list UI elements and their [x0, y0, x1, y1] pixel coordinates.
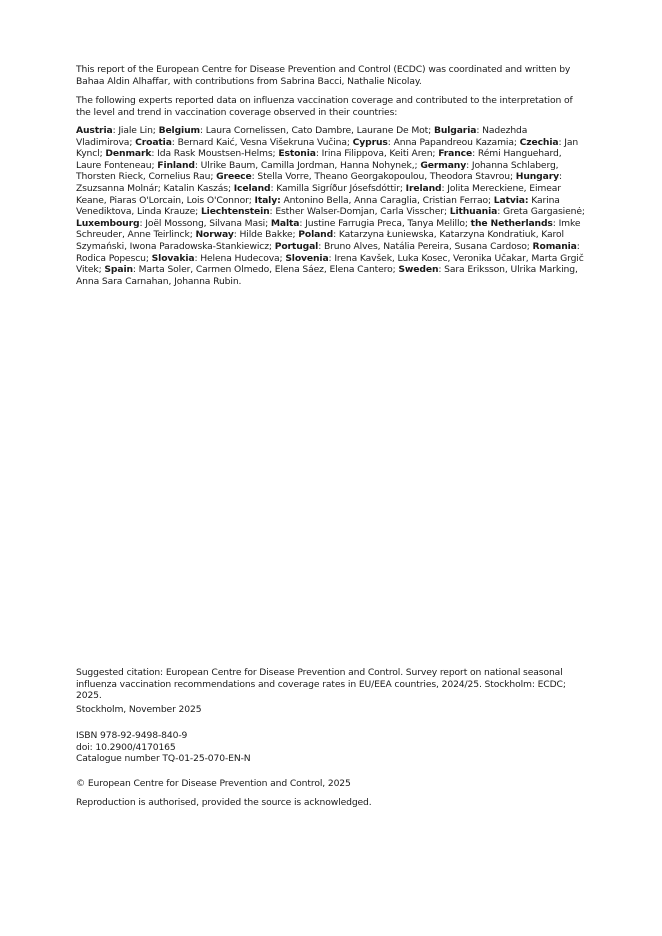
contributor-entry: Greece: Stella Vorre, Theano Georgakopoulou, Theodora Stavrou — [216, 171, 510, 183]
contributor-names: Irina Filippova, Keiti Aren — [321, 148, 433, 160]
intro-text: This report of the European Centre for Disease Prevention and Control (ECDC) was coordinated and written by Bahaa Aldin Alhaffar, with contributions from Sabrina Bacci, Nathalie Nicolay. — [76, 64, 571, 87]
contributor-entry: Denmark: Ida Rask Moustsen-Helms — [105, 148, 273, 160]
contributor-names: Anna Papandreou Kazamia — [393, 136, 514, 148]
contributor-country: Malta — [270, 217, 300, 229]
contributor-country: Czechia — [519, 136, 559, 148]
contributor-names: Rodica Popescu — [76, 252, 146, 264]
contributor-country: Bulgaria — [433, 125, 477, 136]
contributor-country: Croatia — [135, 136, 172, 148]
contributor-country: Germany — [420, 159, 467, 171]
contributor-names: Ida Rask Moustsen-Helms — [157, 148, 273, 160]
contributor-entry: Ireland: Jolita Mereckiene, Eimear Keane, Piaras O'Lorcain, Lois O'Connor — [76, 182, 561, 206]
contributor-country: Sweden — [398, 264, 439, 276]
contributor-country: Luxembourg — [76, 217, 140, 229]
contributor-country: Iceland — [233, 182, 271, 194]
contributor-names: Bruno Alves, Natália Pereira, Susana Cardoso — [323, 240, 527, 252]
contributor-country: Norway — [195, 229, 234, 241]
doi: doi: 10.2900/4170165 — [76, 741, 176, 753]
contributor-country: Slovakia — [151, 252, 195, 264]
contributor-entry: Hungary: Zsuzsanna Molnár; Katalin Kaszás — [76, 171, 562, 194]
copyright-text: © European Centre for Disease Prevention and Control, 2025 — [76, 778, 351, 789]
copyright — [76, 778, 586, 790]
contributor-names: Marta Soler, Carmen Olmedo, Elena Sáez, Elena Cantero — [138, 264, 393, 276]
contributor-country: Poland — [298, 229, 334, 241]
contributor-country: Lithuania — [449, 206, 498, 218]
contributor-names: Laura Cornelissen, Cato Dambre, Laurane De Mot — [205, 125, 429, 136]
contributor-entry: Liechtenstein: Esther Walser-Domjan, Carla Visscher — [200, 206, 444, 218]
contributor-names: Kamilla Sigríður Jósefsdóttir — [276, 182, 400, 194]
experts-intro-paragraph — [76, 95, 586, 118]
contributor-entry: Bulgaria: Nadezhda Vladimirova — [76, 125, 528, 148]
contributor-country: Belgium — [158, 125, 200, 136]
contributor-names: Karina Venediktova, Linda Krauze — [76, 194, 560, 218]
isbn: ISBN 978-92-9498-840-9 — [76, 730, 188, 741]
contributor-country: Denmark — [105, 148, 152, 160]
contributor-names: Antonino Bella, Anna Caraglia, Cristian Ferrao — [283, 194, 489, 206]
contributor-names: Bernard Kaić, Vesna Višekruna Vučina — [177, 136, 347, 148]
contributor-entry: Germany: Johanna Schlaberg, Thorsten Rieck, Cornelius Rau — [76, 159, 559, 183]
contributor-names: Katarzyna Łuniewska, Katarzyna Kondratiuk, Karol Szymański, Iwona Paradowska-Stankiewicz — [76, 229, 564, 252]
citation-text: Suggested citation: European Centre for Disease Prevention and Control. Survey report on national seasonal influenza vaccination recommendations and coverage rates in EU/EEA countries, 2024/25. Stockholm: ECDC; 2025. — [76, 667, 566, 702]
contributor-entry: Estonia: Irina Filippova, Keiti Aren — [278, 148, 433, 160]
contributor-names: Jan Kyncl — [76, 136, 579, 160]
contributor-names: Sara Eriksson, Ulrika Marking, Anna Sara Carnahan, Johanna Rubin. — [76, 264, 578, 287]
contributor-country: Latvia: — [493, 194, 529, 206]
contributor-entry: Czechia: Jan Kyncl — [76, 136, 579, 160]
contributor-names: Jiale Lin — [118, 125, 153, 136]
reproduction-text: Reproduction is authorised, provided the source is acknowledged. — [76, 797, 372, 808]
contributor-names: Rémi Hanguehard, Laure Fonteneau — [76, 148, 562, 171]
contributor-entry: Spain: Marta Soler, Carmen Olmedo, Elena Sáez, Elena Cantero — [104, 264, 393, 276]
contributor-country: France — [438, 148, 473, 160]
contributor-names: Esther Walser-Domjan, Carla Visscher — [275, 206, 444, 218]
contributor-entry: France: Rémi Hanguehard, Laure Fonteneau — [76, 148, 562, 171]
contributor-country: Portugal — [274, 240, 319, 252]
contributor-entry: Lithuania: Greta Gargasienė — [449, 206, 582, 218]
contributor-country: Finland — [157, 159, 195, 171]
citation-paragraph — [76, 667, 586, 702]
place-date-text: Stockholm, November 2025 — [76, 704, 202, 715]
contributor-entry: Cyprus: Anna Papandreou Kazamia — [352, 136, 514, 148]
contributors-paragraph — [76, 125, 586, 287]
contributor-entry: Malta: Justine Farrugia Preca, Tanya Melillo — [270, 217, 465, 229]
contributor-names: Justine Farrugia Preca, Tanya Melillo — [305, 217, 465, 229]
contributor-country: Liechtenstein — [200, 206, 270, 218]
contributor-country: Hungary — [515, 171, 559, 183]
contributor-entry: the Netherlands: Imke Schreuder, Anne Teirlinck — [76, 217, 581, 241]
contributor-entry: Norway: Hilde Bakke — [195, 229, 293, 241]
contributor-country: Ireland — [405, 182, 442, 194]
contributor-names: Johanna Schlaberg, Thorsten Rieck, Cornelius Rau — [76, 159, 559, 183]
publication-identifiers — [76, 730, 586, 765]
contributor-names: Zsuzsanna Molnár; Katalin Kaszás — [76, 182, 228, 194]
reproduction-notice — [76, 797, 586, 809]
contributor-entry — [255, 195, 489, 206]
contributor-country: Cyprus — [352, 136, 388, 148]
contributor-names: Irena Kavšek, Luka Kosec, Veronika Učakar, Marta Grgič Vitek — [76, 252, 584, 276]
contributor-country: Estonia — [278, 148, 316, 160]
contributor-names: Stella Vorre, Theano Georgakopoulou, Theodora Stavrou — [257, 171, 510, 183]
contributor-entry: Sweden: Sara Eriksson, Ulrika Marking, Anna Sara Carnahan, Johanna Rubin. — [76, 264, 578, 287]
contributor-entry: Luxembourg: Joël Mossong, Silvana Masi — [76, 217, 266, 229]
contributor-entry: Poland: Katarzyna Łuniewska, Katarzyna Kondratiuk, Karol Szymański, Iwona Paradowska-Stankiewicz — [76, 229, 564, 252]
contributor-entry: Slovakia: Helena Hudecova — [151, 252, 280, 264]
contributor-entry: Croatia: Bernard Kaić, Vesna Višekruna Vučina — [135, 136, 347, 148]
contributor-entry: Finland: Ulrike Baum, Camilla Jordman, Hanna Nohynek, — [157, 159, 415, 171]
contributor-country: Slovenia — [285, 252, 329, 264]
contributor-names: Hilde Bakke — [239, 229, 293, 241]
contributor-country: Austria — [76, 125, 113, 136]
contributor-entry: Slovenia: Irena Kavšek, Luka Kosec, Veronika Učakar, Marta Grgič Vitek — [76, 252, 584, 276]
contributor-entry: Iceland: Kamilla Sigríður Jósefsdóttir — [233, 182, 400, 194]
catalogue-number: Catalogue number TQ-01-25-070-EN-N — [76, 753, 251, 765]
intro-paragraph — [76, 64, 586, 87]
contributors-list: Austria: Jiale Lin; Belgium: Laura Cornelissen, Cato Dambre, Laurane De Mot; Bulgaria: Nadezhda Vladimirova; Croatia: Bernard Kaić, Vesna Višekruna Vučina; Cyprus: Anna Papandreou Kazamia; Czechia: Jan Kyncl; Denmark: Ida Rask Moustsen-Helms; Estonia: Irina Filippova, Keiti Aren; France: Rémi Hanguehard, Laure Fonteneau; Finland: Ulrike Baum, Camilla Jordman, Hanna Nohynek,; Germany: Johanna Schlaberg, Thorsten Rieck, Cornelius Rau; Greece: Stella Vorre, Theano Georgakopoulou, Theodora Stavrou; Hungary: Zsuzsanna Molnár; Katalin Kaszás; Iceland: Kamilla Sigríður Jósefsdóttir; Ireland: Jolita Mereckiene, Eimear Keane, Piaras O'Lorcain, Lois O'Connor; Italy: Antonino Bella, Anna Caraglia, Cristian Ferrao; Latvia: Karina Venediktova, Linda Krauze; Liechtenstein: Esther Walser-Domjan, Carla Visscher; Lithuania: Greta Gargasienė; Luxembourg: Joël Mossong, Silvana Masi; Malta: Justine Farrugia Preca, Tanya Melillo; the Netherlands: Imke Schreuder, Anne Teirlinck; Norway: Hilde Bakke; Poland: Katarzyna Łuniewska, Katarzyna Kondratiuk, Karol Szymański, Iwona Paradowska-Stankiewicz; Portugal: Bruno Alves, Natália Pereira, Susana Cardoso; Romania: Rodica Popescu; Slovakia: Helena Hudecova; Slovenia: Irena Kavšek, Luka Kosec, Veronika Učakar, Marta Grgič Vitek; Spain: Marta Soler, Carmen Olmedo, Elena Sáez, Elena Cantero; Sweden: Sara Eriksson, Ulrika Marking, Anna Sara Carnahan, Johanna Rubin. — [76, 125, 585, 287]
contributor-entry: Belgium: Laura Cornelissen, Cato Dambre, Laurane De Mot — [158, 125, 429, 136]
contributor-names: Joël Mossong, Silvana Masi — [145, 217, 266, 229]
contributor-country: Greece — [216, 171, 252, 183]
contributor-entry: Romania: Rodica Popescu — [76, 240, 580, 264]
experts-intro-text: The following experts reported data on influenza vaccination coverage and contributed to the interpretation of the level and trend in vaccination coverage observed in their countries: — [76, 95, 573, 118]
contributor-country: the Netherlands — [470, 217, 553, 229]
contributor-names: Greta Gargasienė — [503, 206, 582, 218]
contributor-names: Imke Schreuder, Anne Teirlinck — [76, 217, 581, 241]
contributor-names: Nadezhda Vladimirova — [76, 125, 528, 148]
place-date — [76, 704, 586, 716]
contributor-names: Jolita Mereckiene, Eimear Keane, Piaras O'Lorcain, Lois O'Connor — [76, 182, 561, 206]
contributor-entry: Portugal: Bruno Alves, Natália Pereira, Susana Cardoso — [274, 240, 527, 252]
contributor-country: Romania — [532, 240, 577, 252]
contributor-names: Ulrike Baum, Camilla Jordman, Hanna Nohynek, — [200, 159, 415, 171]
contributor-country: Italy: — [254, 194, 281, 206]
contributor-country: Spain — [104, 264, 133, 276]
contributor-names: Helena Hudecova — [200, 252, 280, 264]
contributor-entry: Austria: Jiale Lin — [76, 125, 153, 136]
